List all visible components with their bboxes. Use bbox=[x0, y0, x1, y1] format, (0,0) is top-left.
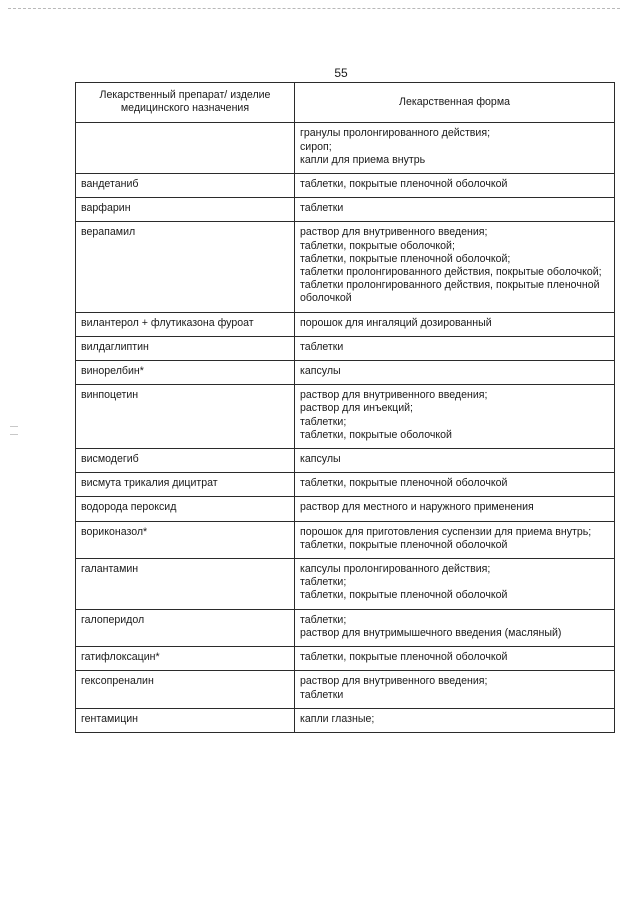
dosage-form-line: таблетки, покрытые пленочной оболочкой; bbox=[300, 252, 511, 265]
table-row bbox=[76, 336, 615, 360]
column-header-form: Лекарственная форма bbox=[295, 83, 615, 123]
dosage-form-cell bbox=[295, 473, 615, 497]
dosage-form-cell bbox=[295, 123, 615, 174]
dosage-form-cell bbox=[295, 671, 615, 708]
dosage-form-line: порошок для приготовления суспензии для приема внутрь; bbox=[300, 525, 592, 538]
table-row bbox=[76, 473, 615, 497]
drug-name-cell: водорода пероксид bbox=[76, 497, 295, 521]
dosage-form-cell bbox=[295, 521, 615, 558]
table-header-row bbox=[76, 83, 615, 123]
table-row bbox=[76, 174, 615, 198]
scan-margin-mark bbox=[10, 434, 18, 435]
dosage-form-line: капсулы пролонгированного действия; bbox=[300, 563, 491, 576]
drug-table bbox=[75, 82, 615, 733]
table-row bbox=[76, 222, 615, 312]
dosage-form-line: капли глазные; bbox=[300, 712, 375, 725]
table-row bbox=[76, 198, 615, 222]
dosage-form-line: гранулы пролонгированного действия; bbox=[300, 127, 491, 140]
dosage-form-cell bbox=[295, 647, 615, 671]
dosage-form-line: таблетки, покрытые пленочной оболочкой bbox=[300, 589, 508, 602]
table-row bbox=[76, 497, 615, 521]
drug-name-cell: гентамицин bbox=[76, 708, 295, 732]
dosage-form-line: порошок для ингаляций дозированный bbox=[300, 316, 492, 329]
dosage-form-line: таблетки, покрытые оболочкой; bbox=[300, 239, 455, 252]
dosage-form-line: таблетки, покрытые оболочкой bbox=[300, 428, 452, 441]
table-row bbox=[76, 361, 615, 385]
table-row bbox=[76, 609, 615, 646]
drug-name-cell: вандетаниб bbox=[76, 174, 295, 198]
dosage-form-cell bbox=[295, 361, 615, 385]
dosage-form-line: таблетки, покрытые пленочной оболочкой bbox=[300, 538, 508, 551]
dosage-form-line: таблетки; bbox=[300, 576, 347, 589]
dosage-form-line: таблетки, покрытые пленочной оболочкой bbox=[300, 178, 508, 191]
dosage-form-cell bbox=[295, 385, 615, 449]
table-row bbox=[76, 671, 615, 708]
dosage-form-cell bbox=[295, 336, 615, 360]
dosage-form-line: сироп; bbox=[300, 140, 332, 153]
dosage-form-cell bbox=[295, 222, 615, 312]
dosage-form-line: раствор для внутривенного введения; bbox=[300, 226, 488, 239]
dosage-form-line: таблетки bbox=[300, 688, 344, 701]
table-row bbox=[76, 385, 615, 449]
drug-name-cell: гатифлоксацин* bbox=[76, 647, 295, 671]
dosage-form-line: таблетки, покрытые пленочной оболочкой bbox=[300, 651, 508, 664]
dosage-form-cell bbox=[295, 497, 615, 521]
dosage-form-line: таблетки; bbox=[300, 613, 347, 626]
dosage-form-cell bbox=[295, 609, 615, 646]
drug-name-cell: вилантерол + флутиказона фуроат bbox=[76, 312, 295, 336]
dosage-form-cell bbox=[295, 198, 615, 222]
table-row bbox=[76, 559, 615, 610]
dosage-form-line: таблетки; bbox=[300, 415, 347, 428]
dosage-form-cell bbox=[295, 174, 615, 198]
table-row bbox=[76, 312, 615, 336]
scan-margin-mark bbox=[10, 426, 18, 427]
drug-name-cell: варфарин bbox=[76, 198, 295, 222]
drug-name-cell: висмута трикалия дицитрат bbox=[76, 473, 295, 497]
table-row bbox=[76, 521, 615, 558]
drug-name-cell: винорелбин* bbox=[76, 361, 295, 385]
dosage-form-cell bbox=[295, 559, 615, 610]
table-row bbox=[76, 647, 615, 671]
table-row bbox=[76, 708, 615, 732]
dosage-form-cell bbox=[295, 312, 615, 336]
dosage-form-cell bbox=[295, 449, 615, 473]
dosage-form-line: раствор для внутримышечного введения (масляный) bbox=[300, 626, 562, 639]
drug-name-cell: висмодегиб bbox=[76, 449, 295, 473]
dosage-form-line: капсулы bbox=[300, 365, 341, 378]
table-row bbox=[76, 449, 615, 473]
drug-name-cell: гексопреналин bbox=[76, 671, 295, 708]
table-body bbox=[76, 123, 615, 733]
dosage-form-line: таблетки, покрытые пленочной оболочкой bbox=[300, 477, 508, 490]
dosage-form-cell bbox=[295, 708, 615, 732]
page-number: 55 bbox=[334, 66, 348, 80]
table-row bbox=[76, 123, 615, 174]
scan-edge-line bbox=[8, 8, 620, 9]
dosage-form-line: раствор для местного и наружного применения bbox=[300, 501, 534, 514]
dosage-form-line: таблетки bbox=[300, 202, 344, 215]
drug-name-cell: галоперидол bbox=[76, 609, 295, 646]
dosage-form-line: раствор для внутривенного введения; bbox=[300, 389, 488, 402]
drug-name-cell: вориконазол* bbox=[76, 521, 295, 558]
dosage-form-line: таблетки пролонгированного действия, покрытые пленочной оболочкой bbox=[300, 279, 600, 305]
dosage-form-line: раствор для инъекций; bbox=[300, 402, 413, 415]
drug-name-cell: винпоцетин bbox=[76, 385, 295, 449]
dosage-form-line: таблетки пролонгированного действия, покрытые оболочкой; bbox=[300, 266, 602, 279]
dosage-form-line: капли для приема внутрь bbox=[300, 153, 426, 166]
drug-name-cell: верапамил bbox=[76, 222, 295, 312]
column-header-drug: Лекарственный препарат/ изделие медицинского назначения bbox=[76, 83, 295, 123]
dosage-form-line: раствор для внутривенного введения; bbox=[300, 675, 488, 688]
drug-name-cell bbox=[76, 123, 295, 174]
drug-name-cell: галантамин bbox=[76, 559, 295, 610]
dosage-form-line: капсулы bbox=[300, 453, 341, 466]
dosage-form-line: таблетки bbox=[300, 340, 344, 353]
drug-name-cell: вилдаглиптин bbox=[76, 336, 295, 360]
